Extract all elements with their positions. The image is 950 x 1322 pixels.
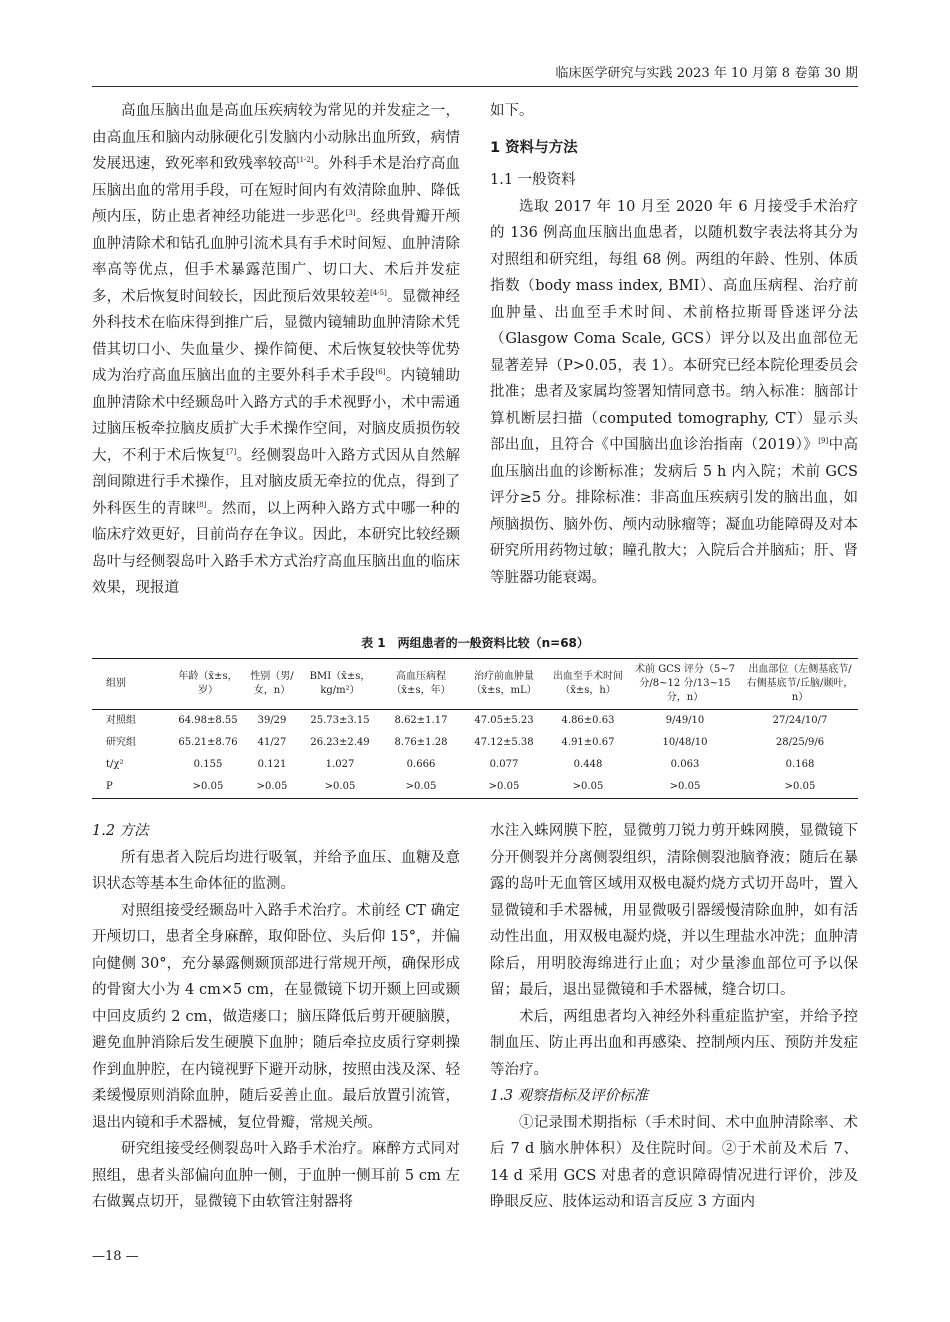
citation: [3] [345,209,356,217]
table-row [92,776,858,799]
paragraph: 水注入蛛网膜下腔，显微剪刀锐力剪开蛛网膜，显微镜下分开侧裂并分离侧裂组织，清除侧裂池脑脊液；随后在暴露的岛叶无血管区域用双极电凝灼烧方式切开岛叶，置入显微镜和手术器械，用显微吸引器缓慢清除血肿，如有活动性出血，用双极电凝灼烧，并以生理盐水冲洗；血肿清除后，用明胶海绵进行止血；对少量渗血部位可予以保留；最后，退出显微镜和手术器械，缝合切口。 [490,823,858,998]
table-cell: >0.05 [170,776,246,799]
table-cell: 10/48/10 [662,737,708,748]
citation: [8] [196,500,207,509]
header-cell: 术前 GCS 评分（5~7 分/8~12 分/13~15 分，n） [628,659,742,710]
table-header-row [92,659,858,710]
table-cell: 65.21±8.76 [178,737,238,748]
general-info-paragraph: 选取 2017 年 10 月至 2020 年 6 月接受手术治疗的 136 例高血压脑出血患者，以随机数字表法将其分为对照组和研究组，每组 68 例。两组的年龄、性别、体质指数（body mass index, BMI）、高血压病程、治疗前血肿量、出血至手术时间、术前格拉斯哥昏迷评分法（Glasgow Coma Scale, GCS）评分以及出血部位无显著差异（P>0.05，表 1）。本研究已经本院伦理委员会批准；患者及家属均签署知情同意书。纳入标准：脑部计算机断层扫描（computed tomography, CT）显示头部出血，且符合《中国脑出血诊治指南（2019）》[9]中高血压脑出血的诊断标准；发病后 5 h 内入院；术前 GCS 评分≥5 分。排除标准：非高血压疾病引发的脑出血，如颅脑损伤、脑外伤、颅内动脉瘤等；凝血功能障碍及对本研究所用药物过敏；瞳孔散大；入院后合并脑疝；肝、肾等脏器功能衰竭。 [490,198,859,586]
table-cell: 47.12±5.38 [474,737,534,748]
table-cell: 26.23±2.49 [310,737,370,748]
procedure-column-left [92,818,460,1216]
procedure-column-right [490,818,858,1216]
table-cell: >0.05 [548,776,628,799]
citation: [1-2] [296,156,314,164]
table-cell: 0.077 [489,759,519,770]
table-cell: 39/29 [257,715,287,726]
table-cell: 8.62±1.17 [394,715,448,726]
paragraph: 对照组接受经颞岛叶入路手术治疗。术前经 CT 确定开颅切口，患者全身麻醉，取仰卧位、头后仰 15°，并偏向健侧 30°，充分暴露侧颞顶部进行常规开颅，确保形成的骨窗大小为 4 cm×5 cm，在显微镜下切开颞上回或颞中回皮质约 2 cm，做造瘘口；脑压降低后剪开硬脑膜，避免血肿消除后发生硬膜下血肿；随后牵拉皮质行穿刺操作到血肿腔，在内镜视野下避开动脉，按照由浅及深、轻柔缓慢原则消除血肿，随后妥善止血。最后放置引流管，退出内镜和手术器械，复位骨瓣，常规关颅。 [92,902,460,1131]
table-cell: 研究组 [106,737,136,748]
table-cell: 0.666 [406,759,436,770]
paragraph: 研究组接受经侧裂岛叶入路手术治疗。麻醉方式同对照组，患者头部偏向血肿一侧，于血肿一侧耳前 5 cm 左右做翼点切开，显微镜下由软管注射器将 [92,1141,460,1210]
table-cell: >0.05 [246,776,298,799]
table-row [92,754,858,776]
table-cell: 0.063 [670,759,700,770]
paragraph: 术后，两组患者均入神经外科重症监护室，并给予控制血压、防止再出血和再感染、控制颅内压、预防并发症等治疗。 [490,1008,858,1078]
table-cell: 64.98±8.55 [178,715,238,726]
citation: [6] [375,368,386,376]
table-cell: 1.027 [325,759,355,770]
table-cell: 4.91±0.67 [561,737,615,748]
continuation-text: 如下。 [490,103,534,119]
table-cell: 0.168 [785,759,815,770]
table-cell: 41/27 [257,737,287,748]
table-cell: 28/25/9/6 [775,737,825,748]
table-cell: 25.73±3.15 [310,715,370,726]
citation: [7] [226,447,237,456]
table-cell: >0.05 [628,776,742,799]
header-cell: 性别（男/女，n） [246,659,298,710]
table-cell: >0.05 [382,776,460,799]
table-row [92,732,858,754]
methods-column [490,98,858,591]
table-cell: 4.86±0.63 [561,715,615,726]
citation: [4-5] [370,288,387,297]
intro-column [92,98,460,602]
table-cell: 0.155 [193,759,223,770]
baseline-table [92,658,858,799]
page-number: —18 — [92,1249,139,1264]
intro-paragraph: 高血压脑出血是高血压疾病较为常见的并发症之一，由高血压和脑内动脉硬化引发脑内小动脉出血所致，病情发展迅速，致死率和致残率较高[1-2]。外科手术是治疗高血压脑出血的常用手段，可在短时间内有效清除血肿、降低颅内压，防止患者神经功能进一步恶化[3]。经典骨瓣开颅血肿清除术和钻孔血肿引流术具有手术时间短、血肿清除率高等优点，但手术暴露范围广、切口大、术后并发症多，术后恢复时间较长，因此预后效果较差[4-5]。显微神经外科技术在临床得到推广后，显微内镜辅助血肿清除术凭借其切口小、失血量少、操作简便、术后恢复较快等优势成为治疗高血压脑出血的主要外科手术手段[6]。内镜辅助血肿清除术中经颞岛叶入路方式的手术视野小，术中需通过脑压板牵拉脑皮质扩大手术操作空间，对脑皮质损伤较大，不利于术后恢复[7]。经侧裂岛叶入路方式因从自然解剖间隙进行手术操作，且对脑皮质无牵拉的优点，得到了外科医生的青睐[8]。然而，以上两种入路方式中哪一种的临床疗效更好，目前尚存在争议。因此，本研究比较经颞岛叶与经侧裂岛叶入路手术方式治疗高血压脑出血的临床效果，现报道 [92,103,461,596]
table-cell: 对照组 [106,715,136,726]
header-cell: 治疗前血肿量（x̄±s，mL） [460,659,548,710]
table-cell: t/χ² [106,759,124,770]
running-header [92,64,858,87]
table-cell: 47.05±5.23 [474,715,534,726]
table-cell: 0.121 [257,759,287,770]
table-cell: 9/49/10 [665,715,705,726]
table-cell: >0.05 [742,776,858,799]
table-cell: >0.05 [298,776,382,799]
table-cell: 0.448 [573,759,603,770]
header-cell: 出血至手术时间（x̄±s，h） [548,659,628,710]
header-cell: 高血压病程（x̄±s，年） [382,659,460,710]
header-cell: 年龄（x̄±s，岁） [170,659,246,710]
table-cell: 27/24/10/7 [772,715,828,726]
section-heading: 1 资料与方法 [490,139,578,156]
header-cell: 出血部位（左侧基底节/右侧基底节/丘脑/颞叶，n） [742,659,858,710]
table-title: 表 1 两组患者的一般资料比较（n=68） [361,636,589,650]
table-cell: P [92,776,170,799]
header-cell: 组别 [92,659,170,710]
table-cell: 8.76±1.28 [394,737,448,748]
subsection-heading: 1.1 一般资料 [490,172,576,188]
subsection-heading: 1.2 方法 [92,823,149,839]
paragraph: ①记录围术期指标（手术时间、术中血肿清除率、术后 7 d 脑水肿体积）及住院时间。②于术前及术后 7、14 d 采用 GCS 对患者的意识障碍情况进行评价，涉及睁眼反应、肢体运动和语言反应 3 方面内 [490,1114,858,1210]
subsection-heading: 1.3 观察指标及评价标准 [490,1088,649,1104]
citation: [9] [818,437,829,445]
table-row [92,710,858,733]
header-cell: BMI（x̄±s，kg/m²） [298,659,382,710]
journal-line: 临床医学研究与实践 2023 年 10 月第 8 卷第 30 期 [555,66,858,81]
paragraph: 所有患者入院后均进行吸氧，并给予血压、血糖及意识状态等基本生命体征的监测。 [92,849,460,892]
table-cell: >0.05 [460,776,548,799]
